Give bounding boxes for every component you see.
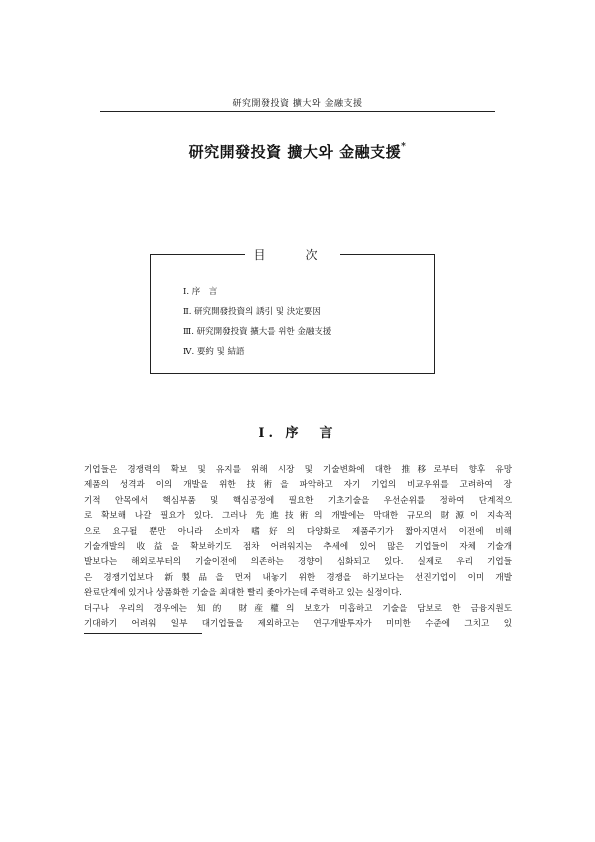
header-rule (100, 111, 495, 112)
toc-item: Ⅲ. 研究開發投資 擴大를 위한 金融支援 (183, 327, 332, 337)
body-line: 제품의 성격과 이의 개발을 위한 技術을 파악하고 자기 기업의 비교우위를 고려하여 장 (84, 480, 512, 491)
toc-item: Ⅳ. 要約 및 結語 (183, 347, 245, 357)
toc-heading-text: 目 次 (245, 248, 339, 262)
body-line: 은 경쟁기업보다 新製品을 먼저 내놓기 위한 경쟁을 하기보다는 선진기업이 이미 개발 (84, 572, 512, 583)
body-line: 로 확보해 나갈 필요가 있다. 그러나 先進技術의 개발에는 막대한 규모의 財源이 지속적 (84, 511, 512, 522)
table-of-contents (150, 248, 435, 374)
body-line: 기업들은 경쟁력의 확보 및 유지를 위해 시장 및 기술변화에 대한 推移로부터 향후 유망 (84, 465, 512, 475)
running-header: 研究開發投資 擴大와 金融支援 (232, 99, 363, 109)
body-line: 완료단계에 있거나 상품화한 기술을 최대한 빨리 좇아가는데 주력하고 있는 실정이다. (84, 588, 402, 599)
body-line: 기술개발의 收益을 확보하기도 점차 어려워지는 추세에 있어 많은 기업들이 자체 기술개 (84, 541, 512, 552)
body-line: 더구나 우리의 경우에는 知的 財産權의 보호가 미흡하고 기술을 담보로 한 금융지원도 (84, 603, 512, 614)
body-line: 발보다는 해외로부터의 기술이전에 의존하는 경향이 심화되고 있다. 실제로 우리 기업들 (84, 557, 512, 568)
body-line: 기대하기 어려워 일부 대기업들을 제외하고는 연구개발투자가 미미한 수준에 그치고 있 (84, 618, 512, 629)
title-footnote-mark: * (401, 142, 407, 152)
body-line: 으로 요구될 뿐만 아니라 소비자 嗜好의 다양화로 제품주기가 짧아지면서 이전에 비해 (84, 526, 512, 537)
title-text: 研究開發投資 擴大와 金融支援 (188, 143, 402, 161)
toc-list (183, 285, 331, 365)
section-heading: Ⅰ. 序 言 (258, 426, 337, 441)
body-paragraph (84, 463, 512, 632)
page-title (0, 141, 595, 162)
footnote-rule (84, 633, 202, 634)
toc-item: Ⅰ. 序 言 (183, 287, 218, 297)
toc-heading (151, 246, 434, 263)
toc-item: Ⅱ. 研究開發投資의 誘引 및 決定要因 (183, 307, 321, 317)
body-line: 기적 안목에서 핵심부품 및 핵심공정에 필요한 기초기술을 우선순위를 정하여 단계적으 (84, 495, 512, 506)
